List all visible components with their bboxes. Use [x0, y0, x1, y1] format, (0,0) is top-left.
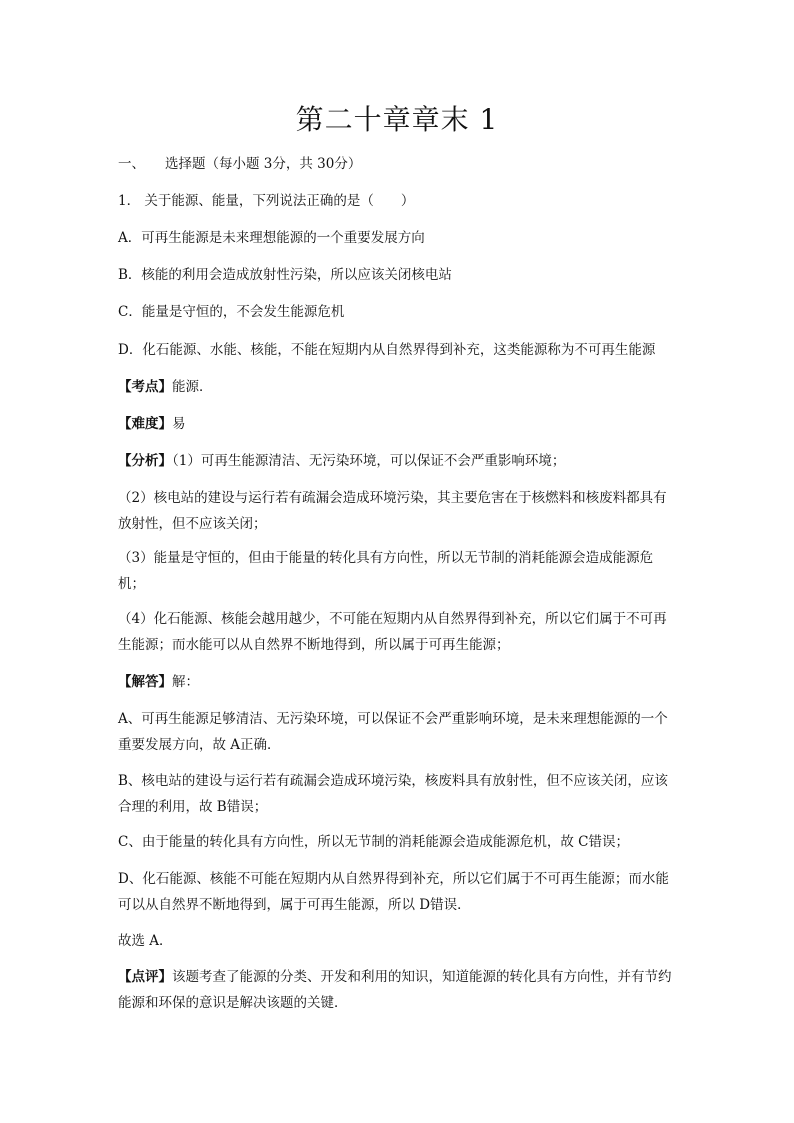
option-a: A．可再生能源是未来理想能源的一个重要发展方向 [118, 230, 425, 246]
jieda-d: D、化石能源、核能不可能在短期内从自然界得到补充，所以它们属于不可再生能源；而水能可以从自然界不断地得到，属于可再生能源，所以 D错误． [118, 871, 669, 913]
answer-line: 故选 A． [118, 933, 173, 949]
section-number: 一、 [118, 156, 145, 172]
fenxi-tag: 【分析】 [118, 453, 172, 469]
option-d: D．化石能源、水能、核能，不能在短期内从自然界得到补充，这类能源称为不可再生能源 [118, 342, 656, 358]
question-stem: 1． 关于能源、能量，下列说法正确的是（ ） [118, 193, 415, 209]
nandu-row [118, 415, 678, 433]
jieda-tag: 【解答】 [118, 674, 172, 690]
dianping-text: 该题考查了能源的分类、开发和利用的知识，知道能源的转化具有方向性，并有节约能源和环保的意识是解决该题的关键． [118, 969, 672, 1011]
page-title: 第二十章章末 1 [295, 103, 499, 136]
fenxi-point-2: （2）核电站的建设与运行若有疏漏会造成环境污染，其主要危害在于核燃料和核废料都具有放射性，但不应该关闭； [118, 490, 667, 532]
option-c: C．能量是守恒的，不会发生能源危机 [118, 304, 345, 320]
jieda-b: B、核电站的建设与运行若有疏漏会造成环境污染，核废料具有放射性，但不应该关闭，应该合理的利用，故 B错误； [118, 773, 668, 815]
dianping-tag: 【点评】 [118, 969, 172, 985]
section-text: 选择题（每小题 3分，共 30分） [165, 156, 362, 172]
section-heading [118, 155, 678, 173]
kaodian-row [118, 378, 678, 396]
nandu-tag: 【难度】 [118, 416, 172, 432]
fenxi-point-4: （4）化石能源、核能会越用越少，不可能在短期内从自然界得到补充，所以它们属于不可再生能源；而水能可以从自然界不断地得到，所以属于可再生能源； [118, 611, 667, 653]
option-b: B．核能的利用会造成放射性污染，所以应该关闭核电站 [118, 267, 452, 283]
fenxi-row [118, 452, 678, 470]
kaodian-text: 能源． [172, 379, 213, 395]
fenxi-point-3: （3）能量是守恒的，但由于能量的转化具有方向性，所以无节制的消耗能源会造成能源危机； [118, 550, 654, 592]
kaodian-tag: 【考点】 [118, 379, 172, 395]
jieda-text: 解： [172, 674, 199, 690]
jieda-row [118, 673, 678, 691]
nandu-text: 易 [172, 416, 186, 432]
jieda-a: A、可再生能源足够清洁、无污染环境，可以保证不会严重影响环境，是未来理想能源的一个重要发展方向，故 A正确． [118, 711, 668, 753]
jieda-c: C、由于能量的转化具有方向性，所以无节制的消耗能源会造成能源危机，故 C错误； [118, 834, 629, 850]
fenxi-point-1: （1）可再生能源清洁、无污染环境，可以保证不会严重影响环境； [172, 453, 566, 469]
dianping-row [118, 964, 678, 1016]
